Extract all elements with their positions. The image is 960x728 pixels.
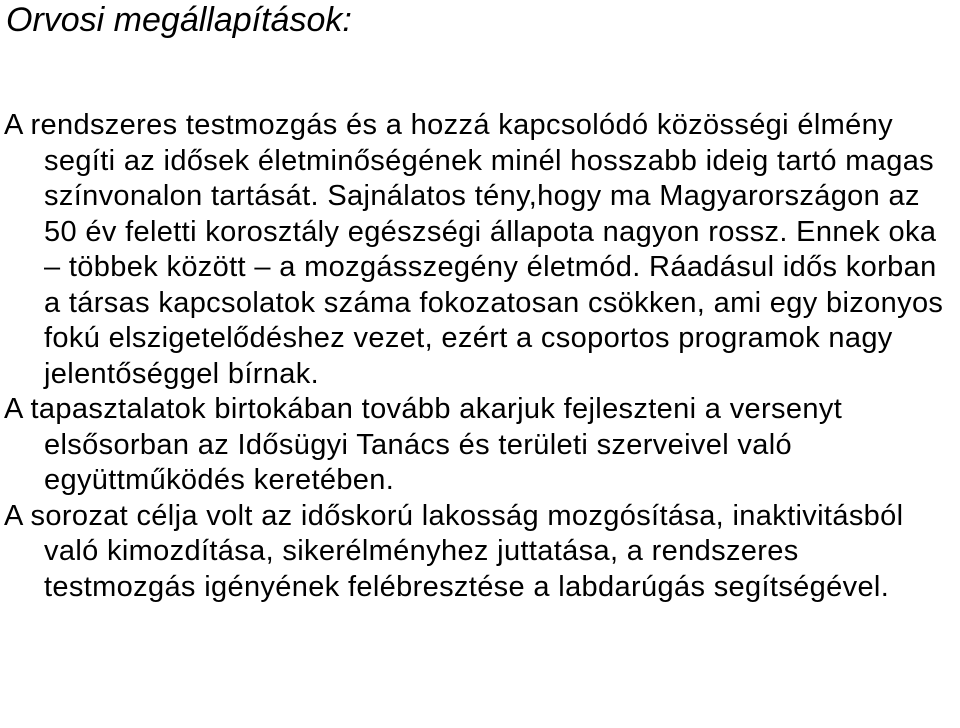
paragraph-goal: A sorozat célja volt az időskorú lakosság mozgósítása, inaktivitásból való kimozdítása, sikerélményhez juttatása, a rendszeres testmozgás igényének felébresztése a labdarúgás segítségével. (4, 499, 904, 603)
paragraph-development: A tapasztalatok birtokában tovább akarjuk fejleszteni a versenyt elsősorban az Idősügyi Tanács és területi szerveivel való együttműködés keretében. (4, 393, 843, 496)
slide-body (4, 108, 956, 605)
paragraph-benefits: A rendszeres testmozgás és a hozzá kapcsolódó közösségi élmény segíti az idősek életminőségének minél hosszabb ideig tartó magas színvonalon tartását. Sajnálatos tény,hogy ma Magyarországon az 50 év feletti korosztály egészségi állapota nagyon rossz. Ennek oka – többek között – a mozgásszegény életmód. Ráadásul idős korban a társas kapcsolatok száma fokozatosan csökken, ami egy bizonyos fokú elszigetelődéshez vezet, ezért a csoportos programok nagy jelentőséggel bírnak. (4, 109, 944, 390)
slide-title: Orvosi megállapítások: (6, 1, 352, 39)
